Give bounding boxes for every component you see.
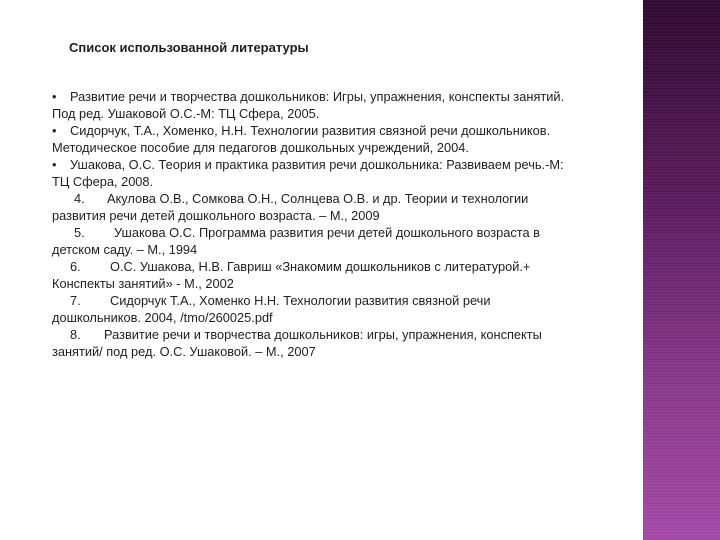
list-item-line	[52, 275, 622, 292]
list-item-text: Сидорчук, Т.А., Хоменко, Н.Н. Технологии развития связной речи дошкольников.	[70, 123, 551, 138]
list-item-line	[52, 241, 622, 258]
list-item-text: развития речи детей дошкольного возраста. – М., 2009	[52, 208, 380, 223]
bibliography-list	[52, 88, 622, 360]
list-item-line	[52, 309, 622, 326]
bullet-icon: •	[52, 89, 57, 104]
list-item-text: Сидорчук Т.А., Хоменко Н.Н. Технологии развития связной речи	[110, 293, 491, 308]
list-item-text: ТЦ Сфера, 2008.	[52, 174, 154, 189]
list-item-line	[52, 139, 622, 156]
list-item-text: Методическое пособие для педагогов дошкольных учреждений, 2004.	[52, 140, 469, 155]
list-item-number: 5.	[74, 225, 85, 240]
list-item-text: Акулова О.В., Сомкова О.Н., Солнцева О.В. и др. Теории и технологии	[107, 191, 529, 206]
list-item-line	[52, 156, 622, 173]
list-item-number: 8.	[70, 327, 81, 342]
page-title: Список использованной литературы	[69, 40, 309, 55]
list-item-text: О.С. Ушакова, Н.В. Гавриш «Знакомим дошкольников с литературой.+	[110, 259, 531, 274]
list-item-number: 6.	[70, 259, 81, 274]
list-item-line	[52, 105, 622, 122]
list-item-text: дошкольников. 2004, /tmo/260025.pdf	[52, 310, 273, 325]
decorative-side-band	[643, 0, 720, 540]
list-item-line	[52, 207, 622, 224]
list-item-line	[52, 326, 622, 343]
list-item-line	[52, 224, 622, 241]
list-item-line	[52, 88, 622, 105]
list-item	[52, 224, 622, 258]
list-item-number: 7.	[70, 293, 81, 308]
list-item	[52, 156, 622, 190]
list-item-text: Конспекты занятий» - М., 2002	[52, 276, 234, 291]
list-item	[52, 190, 622, 224]
list-item	[52, 292, 622, 326]
list-item-text: Ушакова О.С. Программа развития речи детей дошкольного возраста в	[114, 225, 540, 240]
list-item-line	[52, 122, 622, 139]
list-item-number: 4.	[74, 191, 85, 206]
list-item-text: Развитие речи и творчества дошкольников: Игры, упражнения, конспекты занятий.	[70, 89, 565, 104]
list-item-text: занятий/ под ред. О.С. Ушаковой. – М., 2007	[52, 344, 316, 359]
list-item-text: Ушакова, О.С. Теория и практика развития речи дошкольника: Развиваем речь.-М:	[70, 157, 564, 172]
list-item-text: детском саду. – М., 1994	[52, 242, 198, 257]
list-item	[52, 122, 622, 156]
list-item-line	[52, 343, 622, 360]
list-item-line	[52, 190, 622, 207]
bullet-icon: •	[52, 123, 57, 138]
list-item	[52, 258, 622, 292]
list-item-line	[52, 173, 622, 190]
list-item	[52, 326, 622, 360]
list-item	[52, 88, 622, 122]
list-item-line	[52, 258, 622, 275]
list-item-text: Развитие речи и творчества дошкольников: игры, упражнения, конспекты	[104, 327, 542, 342]
bullet-icon: •	[52, 157, 57, 172]
list-item-text: Под ред. Ушаковой О.С.-М: ТЦ Сфера, 2005.	[52, 106, 320, 121]
list-item-line	[52, 292, 622, 309]
